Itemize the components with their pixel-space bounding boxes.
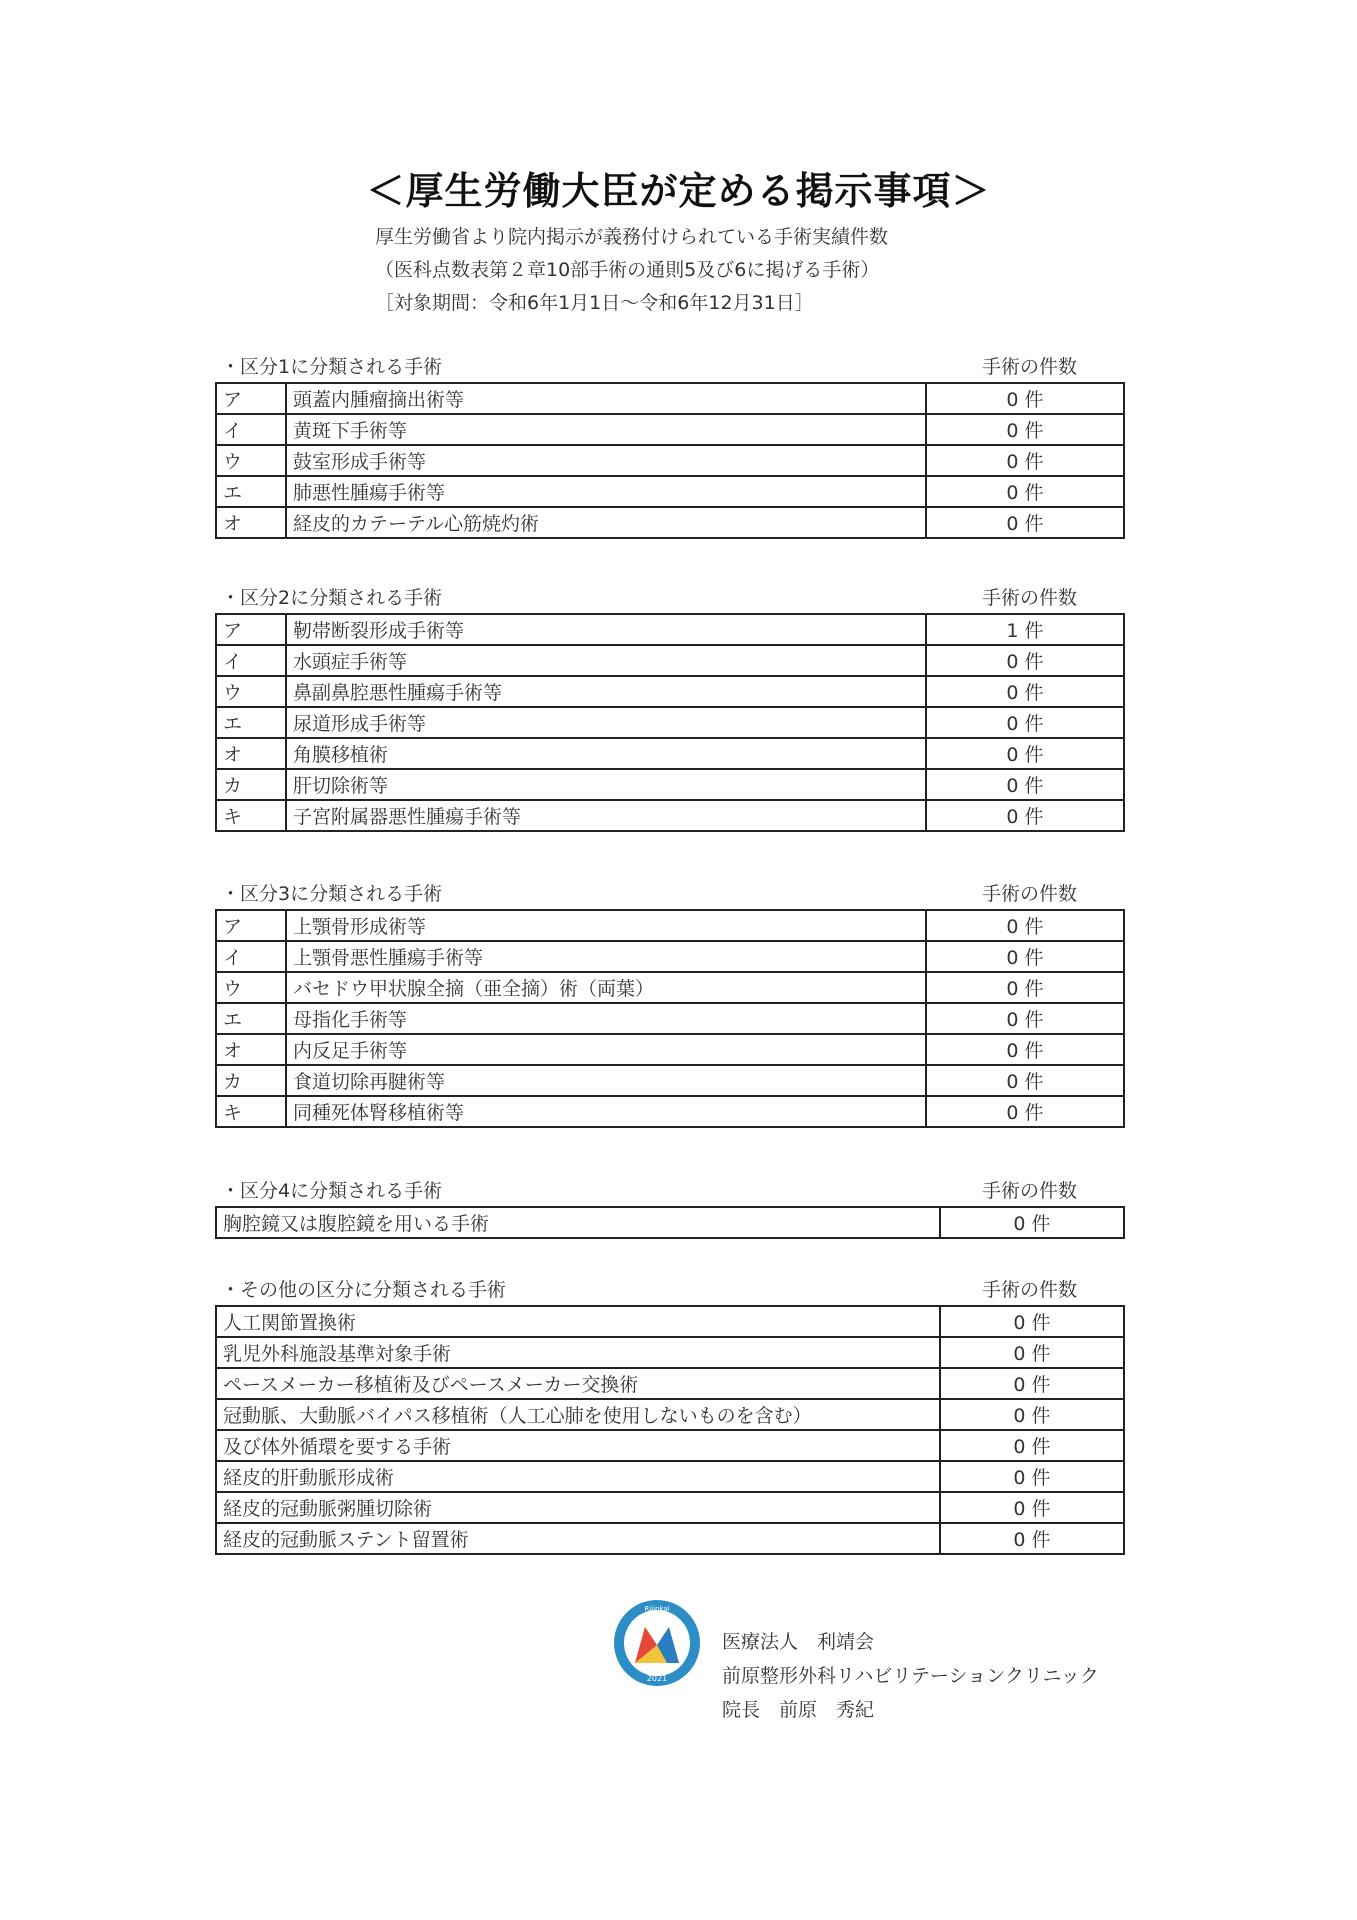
surgery-name: 胸腔鏡又は腹腔鏡を用いる手術 — [216, 1207, 940, 1238]
row-code: ア — [216, 910, 286, 941]
table-row — [216, 1003, 1124, 1034]
table-row — [216, 507, 1124, 538]
surgery-name: バセドウ甲状腺全摘（亜全摘）術（両葉） — [286, 972, 926, 1003]
surgery-count: 0 件 — [940, 1523, 1124, 1554]
surgery-name: 同種死体腎移植術等 — [286, 1096, 926, 1127]
table-row — [216, 614, 1124, 645]
surgery-name: 及び体外循環を要する手術 — [216, 1430, 940, 1461]
surgery-name: 子宮附属器悪性腫瘍手術等 — [286, 800, 926, 831]
surgery-section — [215, 352, 1125, 539]
surgery-count: 0 件 — [926, 645, 1124, 676]
surgery-table — [215, 1206, 1125, 1239]
surgery-table — [215, 613, 1125, 832]
section-header — [215, 879, 1125, 909]
row-code: オ — [216, 738, 286, 769]
row-code: イ — [216, 941, 286, 972]
page-title: ＜厚生労働大臣が定める掲示事項＞ — [366, 169, 991, 213]
surgery-count: 0 件 — [926, 676, 1124, 707]
surgery-name: 上顎骨悪性腫瘍手術等 — [286, 941, 926, 972]
surgery-name: 経皮的肝動脈形成術 — [216, 1461, 940, 1492]
row-code: エ — [216, 476, 286, 507]
table-row — [216, 800, 1124, 831]
surgery-count: 0 件 — [926, 507, 1124, 538]
row-code: ア — [216, 614, 286, 645]
surgery-count: 0 件 — [926, 972, 1124, 1003]
table-row — [216, 769, 1124, 800]
table-row — [216, 972, 1124, 1003]
row-code: エ — [216, 707, 286, 738]
section-title: ・区分2に分類される手術 — [221, 587, 443, 609]
org-name: 医療法人 利靖会 — [722, 1631, 875, 1653]
surgery-count: 0 件 — [926, 445, 1124, 476]
row-code: イ — [216, 645, 286, 676]
surgery-count: 0 件 — [926, 476, 1124, 507]
surgery-table — [215, 909, 1125, 1128]
surgery-count: 0 件 — [940, 1430, 1124, 1461]
surgery-name: 角膜移植術 — [286, 738, 926, 769]
surgery-count: 0 件 — [926, 383, 1124, 414]
surgery-name: 人工関節置換術 — [216, 1306, 940, 1337]
surgery-count: 0 件 — [926, 1003, 1124, 1034]
surgery-count: 0 件 — [940, 1306, 1124, 1337]
row-code: イ — [216, 414, 286, 445]
surgery-name: 内反足手術等 — [286, 1034, 926, 1065]
surgery-name: 冠動脈、大動脈バイパス移植術（人工心肺を使用しないものを含む） — [216, 1399, 940, 1430]
row-code: ウ — [216, 445, 286, 476]
section-title: ・区分4に分類される手術 — [221, 1180, 443, 1202]
surgery-count: 0 件 — [926, 1034, 1124, 1065]
surgery-count: 0 件 — [926, 707, 1124, 738]
surgery-count: 0 件 — [940, 1337, 1124, 1368]
count-header: 手術の件数 — [981, 1180, 1077, 1202]
row-code: キ — [216, 1096, 286, 1127]
row-code: オ — [216, 507, 286, 538]
logo-year: 2021 — [646, 1674, 668, 1683]
section-header — [215, 1176, 1125, 1206]
section-title: ・その他の区分に分類される手術 — [221, 1279, 507, 1301]
surgery-name: 上顎骨形成術等 — [286, 910, 926, 941]
director-name: 院長 前原 秀紀 — [722, 1699, 875, 1721]
surgery-count: 0 件 — [926, 738, 1124, 769]
section-header — [215, 352, 1125, 382]
surgery-count: 0 件 — [940, 1492, 1124, 1523]
surgery-count: 0 件 — [926, 910, 1124, 941]
surgery-name: 頭蓋内腫瘤摘出術等 — [286, 383, 926, 414]
count-header: 手術の件数 — [981, 1279, 1077, 1301]
surgery-name: 鼻副鼻腔悪性腫瘍手術等 — [286, 676, 926, 707]
table-row — [216, 1368, 1124, 1399]
row-code: キ — [216, 800, 286, 831]
count-header: 手術の件数 — [981, 883, 1077, 905]
table-row — [216, 1065, 1124, 1096]
surgery-section — [215, 1275, 1125, 1555]
surgery-name: 鼓室形成手術等 — [286, 445, 926, 476]
surgery-name: 肺悪性腫瘍手術等 — [286, 476, 926, 507]
row-code: オ — [216, 1034, 286, 1065]
surgery-section — [215, 583, 1125, 832]
surgery-name: 食道切除再腱術等 — [286, 1065, 926, 1096]
count-header: 手術の件数 — [981, 587, 1077, 609]
surgery-count: 0 件 — [940, 1461, 1124, 1492]
surgery-section — [215, 1176, 1125, 1239]
count-header: 手術の件数 — [981, 356, 1077, 378]
table-row — [216, 1461, 1124, 1492]
table-row — [216, 738, 1124, 769]
subtitle-line-1: 厚生労働省より院内掲示が義務付けられている手術実績件数 — [375, 226, 889, 248]
table-row — [216, 1523, 1124, 1554]
section-title: ・区分1に分類される手術 — [221, 356, 443, 378]
section-header — [215, 583, 1125, 613]
row-code: カ — [216, 769, 286, 800]
logo-ring-text: Rijinkai — [644, 1605, 670, 1613]
surgery-name: 肝切除術等 — [286, 769, 926, 800]
table-row — [216, 476, 1124, 507]
section-header — [215, 1275, 1125, 1305]
table-row — [216, 707, 1124, 738]
table-row — [216, 1399, 1124, 1430]
table-row — [216, 1306, 1124, 1337]
table-row — [216, 645, 1124, 676]
surgery-count: 0 件 — [926, 769, 1124, 800]
surgery-name: 靭帯断裂形成手術等 — [286, 614, 926, 645]
surgery-count: 0 件 — [940, 1207, 1124, 1238]
table-row — [216, 383, 1124, 414]
surgery-name: 尿道形成手術等 — [286, 707, 926, 738]
table-row — [216, 1034, 1124, 1065]
table-row — [216, 941, 1124, 972]
surgery-count: 0 件 — [926, 1065, 1124, 1096]
surgery-name: 母指化手術等 — [286, 1003, 926, 1034]
table-row — [216, 1337, 1124, 1368]
row-code: エ — [216, 1003, 286, 1034]
surgery-count: 0 件 — [926, 1096, 1124, 1127]
surgery-table — [215, 382, 1125, 539]
table-row — [216, 910, 1124, 941]
table-row — [216, 414, 1124, 445]
clinic-logo — [611, 1597, 703, 1689]
clinic-name: 前原整形外科リハビリテーションクリニック — [722, 1665, 1099, 1687]
surgery-name: 経皮的カテーテル心筋焼灼術 — [286, 507, 926, 538]
surgery-count: 0 件 — [940, 1399, 1124, 1430]
surgery-name: 経皮的冠動脈ステント留置術 — [216, 1523, 940, 1554]
surgery-count: 1 件 — [926, 614, 1124, 645]
surgery-table — [215, 1305, 1125, 1555]
table-row — [216, 1207, 1124, 1238]
table-row — [216, 1096, 1124, 1127]
surgery-count: 0 件 — [926, 800, 1124, 831]
table-row — [216, 1430, 1124, 1461]
surgery-name: ペースメーカー移植術及びペースメーカー交換術 — [216, 1368, 940, 1399]
surgery-count: 0 件 — [940, 1368, 1124, 1399]
row-code: ウ — [216, 972, 286, 1003]
subtitle-line-2: （医科点数表第２章10部手術の通則5及び6に掲げる手術） — [375, 259, 880, 281]
row-code: カ — [216, 1065, 286, 1096]
row-code: ウ — [216, 676, 286, 707]
table-row — [216, 1492, 1124, 1523]
surgery-name: 水頭症手術等 — [286, 645, 926, 676]
subtitle-line-3: ［対象期間：令和6年1月1日～令和6年12月31日］ — [375, 292, 814, 314]
table-row — [216, 445, 1124, 476]
row-code: ア — [216, 383, 286, 414]
surgery-name: 黄斑下手術等 — [286, 414, 926, 445]
surgery-name: 経皮的冠動脈粥腫切除術 — [216, 1492, 940, 1523]
surgery-count: 0 件 — [926, 941, 1124, 972]
surgery-count: 0 件 — [926, 414, 1124, 445]
table-row — [216, 676, 1124, 707]
surgery-section — [215, 879, 1125, 1128]
section-title: ・区分3に分類される手術 — [221, 883, 443, 905]
surgery-name: 乳児外科施設基準対象手術 — [216, 1337, 940, 1368]
